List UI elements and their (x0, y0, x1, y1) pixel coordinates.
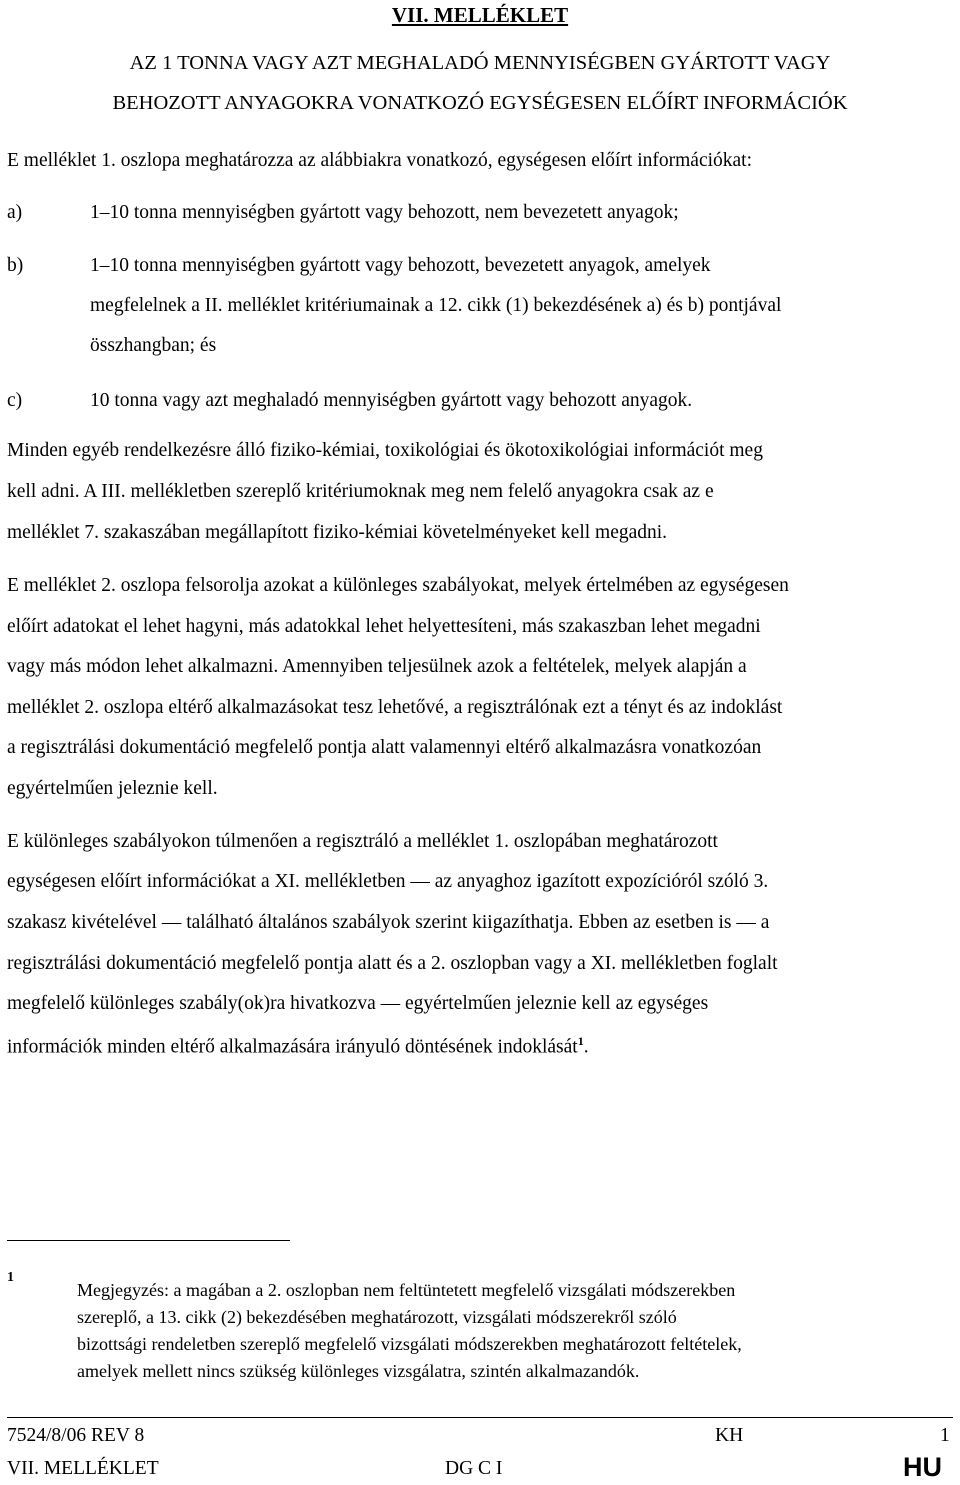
page-number: 1 (940, 1425, 950, 1446)
annex-subtitle-line-2: BEHOZOTT ANYAGOKRA VONATKOZÓ EGYSÉGESEN ELŐÍRT INFORMÁCIÓK (112, 92, 848, 114)
paragraph-3-last-line (7, 1034, 589, 1059)
paragraph-3-end: . (583, 1036, 589, 1058)
paragraph-3-line: regisztrálási dokumentáció megfelelő pontja alatt és a 2. oszlopban vagy a XI. mellékletben foglalt (7, 953, 778, 974)
paragraph-3-last-text: információk minden eltérő alkalmazására irányuló döntésének indoklását (7, 1036, 578, 1058)
footnote-mark: 1 (7, 1270, 14, 1285)
annex-subtitle-line-1: AZ 1 TONNA VAGY AZT MEGHALADÓ MENNYISÉGBEN GYÁRTOTT VAGY (129, 52, 831, 74)
paragraph-2-line: vagy más módon lehet alkalmazni. Amennyiben teljesülnek azok a feltételek, melyek alapján a (7, 656, 747, 677)
footer-separator (7, 1417, 953, 1418)
paragraph-3-line: szakasz kivételével — található általános szabályok szerint kiigazíthatja. Ebben az esetben is — a (7, 912, 770, 933)
footnote-line: szereplő, a 13. cikk (2) bekezdésében meghatározott, vizsgálati módszerekről szóló (77, 1307, 677, 1327)
paragraph-1-line: kell adni. A III. mellékletben szereplő kritériumoknak meg nem felelő anyagokra csak az e (7, 481, 714, 502)
list-item-b-line-1: 1–10 tonna mennyiségben gyártott vagy behozott, bevezetett anyagok, amelyek (90, 255, 711, 276)
list-item-b-line-3: összhangban; és (90, 335, 217, 356)
author-initials: KH (715, 1425, 744, 1446)
footnote-separator (7, 1240, 290, 1241)
paragraph-2-line: előírt adatokat el lehet hagyni, más adatokkal lehet helyettesíteni, más szakaszban lehet megadni (7, 616, 761, 637)
directorate-general: DG C I (445, 1458, 503, 1479)
footnote-line: bizottsági rendeletben szereplő megfelelő vizsgálati módszerekben meghatározott feltételek, (77, 1334, 742, 1354)
paragraph-3-line: egységesen előírt információkat a XI. mellékletben — az anyaghoz igazított expozícióról szóló 3. (7, 871, 769, 892)
footer-annex-label: VII. MELLÉKLET (7, 1458, 159, 1479)
document-reference: 7524/8/06 REV 8 (7, 1425, 145, 1446)
footnote-line: amelyek mellett nincs szükség különleges vizsgálatra, szintén alkalmazandók. (77, 1361, 640, 1381)
annex-title: VII. MELLÉKLET (391, 3, 569, 27)
list-item-b-line-2: megfelelnek a II. melléklet kritériumainak a 12. cikk (1) bekezdésének a) és b) pontjával (90, 295, 782, 316)
list-item-c: 10 tonna vagy azt meghaladó mennyiségben gyártott vagy behozott anyagok. (90, 390, 693, 411)
paragraph-2-line: melléklet 2. oszlopa eltérő alkalmazásokat tesz lehetővé, a regisztrálónak ezt a tényt és az indoklást (7, 697, 783, 718)
paragraph-3-line: E különleges szabályokon túlmenően a regisztráló a melléklet 1. oszlopában meghatározott (7, 831, 718, 852)
list-label-a: a) (7, 202, 23, 223)
intro-paragraph: E melléklet 1. oszlopa meghatározza az alábbiakra vonatkozó, egységesen előírt információkat: (7, 150, 753, 171)
paragraph-2-line: egyértelműen jeleznie kell. (7, 778, 218, 799)
list-label-c: c) (7, 390, 23, 411)
paragraph-2-line: E melléklet 2. oszlopa felsorolja azokat a különleges szabályokat, melyek értelmében az egységesen (7, 575, 789, 596)
list-label-b: b) (7, 255, 24, 276)
footnote-line: Megjegyzés: a magában a 2. oszlopban nem feltüntetett megfelelő vizsgálati módszerekben (77, 1280, 736, 1300)
list-item-a: 1–10 tonna mennyiségben gyártott vagy behozott, nem bevezetett anyagok; (90, 202, 679, 223)
language-code: HU (903, 1452, 942, 1482)
paragraph-3-line: megfelelő különleges szabály(ok)ra hivatkozva — egyértelműen jeleznie kell az egységes (7, 993, 709, 1014)
paragraph-1-line: melléklet 7. szakaszában megállapított fiziko-kémiai követelményeket kell megadni. (7, 522, 668, 543)
footnote-reference[interactable]: 1 (577, 1034, 584, 1048)
paragraph-2-line: a regisztrálási dokumentáció megfelelő pontja alatt valamennyi eltérő alkalmazásra vonatkozóan (7, 737, 762, 758)
paragraph-1-line: Minden egyéb rendelkezésre álló fiziko-kémiai, toxikológiai és ökotoxikológiai információt meg (7, 440, 763, 461)
